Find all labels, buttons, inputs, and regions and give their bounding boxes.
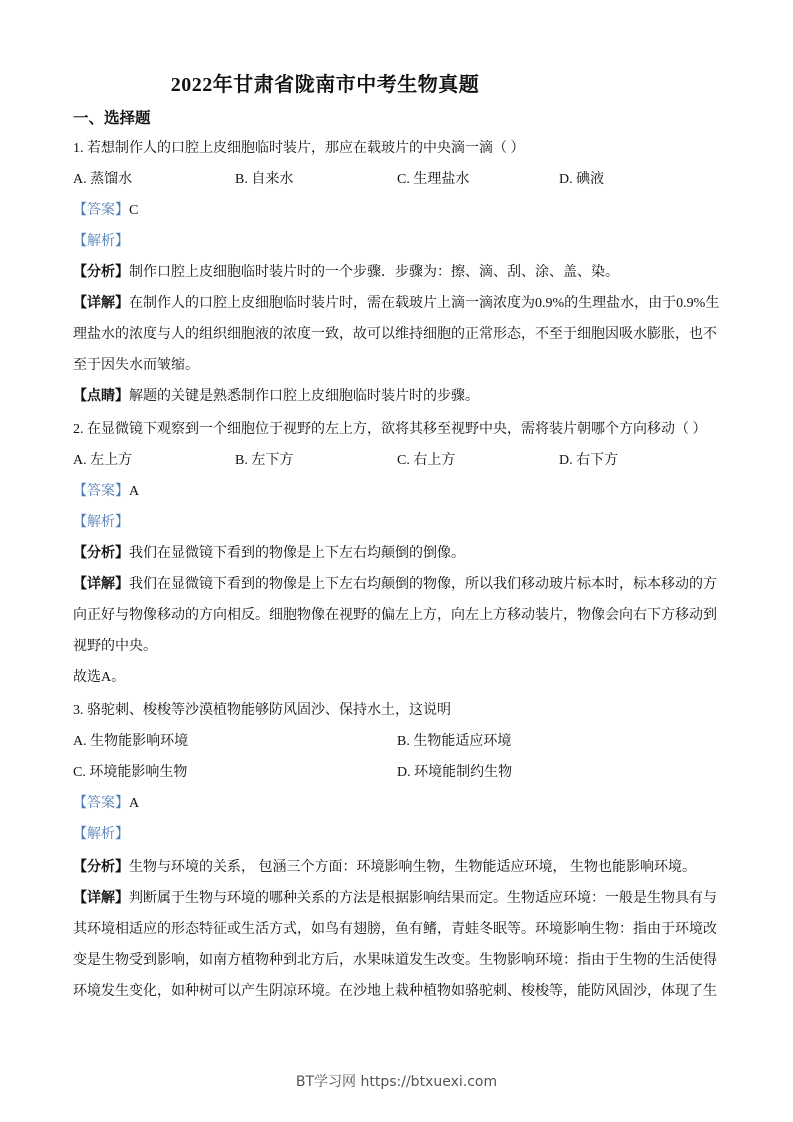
question-1-stem: 1. 若想制作人的口腔上皮细胞临时装片，那应在载玻片的中央滴一滴（ ） — [73, 141, 525, 156]
q3-detail-line — [73, 889, 723, 909]
q1-answer — [73, 201, 723, 221]
q3-answer — [73, 794, 723, 814]
q2-answer — [73, 482, 723, 502]
footer-watermark: BT学习网 https://btxuexi.com — [295, 1074, 498, 1090]
q2-detail-line — [73, 575, 723, 595]
q2-option-d: D. 右下方 — [559, 453, 619, 468]
q3-analysis-header — [73, 825, 723, 845]
q1-option-d: D. 碘液 — [559, 172, 605, 187]
q3-analyze — [73, 858, 723, 878]
page-title: 2022年甘肃省陇南市中考生物真题 — [170, 74, 480, 96]
analyze-text: 生物与环境的关系， 包涵三个方面：环境影响生物，生物能适应环境， 生物也能影响环境。 — [129, 860, 696, 875]
q2-conclusion: 故选A。 — [73, 670, 126, 685]
q2-detail-line: 向正好与物像移动的方向相反。细胞物像在视野的偏左上方，向左上方移动装片，物像会向右下方移动到 — [73, 608, 717, 623]
q2-analysis-header — [73, 513, 723, 533]
analyze-label: 【分析】 — [73, 860, 129, 875]
tip-label: 【点睛】 — [73, 389, 129, 404]
q1-option-b: B. 自来水 — [235, 172, 294, 187]
q3-option-d: D. 环境能制约生物 — [397, 765, 513, 780]
q3-detail-line: 环境发生变化，如种树可以产生阴凉环境。在沙地上栽种植物如骆驼刺、梭梭等，能防风固沙，体现了生 — [73, 984, 717, 999]
detail-label: 【详解】 — [73, 296, 129, 311]
analysis-label: 【解析】 — [73, 515, 129, 530]
analyze-label: 【分析】 — [73, 265, 129, 280]
q3-detail-line: 变是生物受到影响，如南方植物种到北方后，水果味道发生改变。生物影响环境：指由于生物的生活使得 — [73, 953, 717, 968]
detail-label: 【详解】 — [73, 577, 129, 592]
q2-option-b: B. 左下方 — [235, 453, 294, 468]
q1-detail-line: 理盐水的浓度与人的组织细胞液的浓度一致，故可以维持细胞的正常形态，不至于细胞因吸水膨胀，也不 — [73, 327, 717, 342]
detail-text: 我们在显微镜下看到的物像是上下左右均颠倒的物像，所以我们移动玻片标本时，标本移动的方 — [129, 577, 717, 592]
q2-detail-line: 视野的中央。 — [73, 639, 157, 654]
question-2-stem: 2. 在显微镜下观察到一个细胞位于视野的左上方，欲将其移至视野中央，需将装片朝哪个方向移动（ ） — [73, 422, 707, 437]
analysis-label: 【解析】 — [73, 234, 129, 249]
detail-text: 判断属于生物与环境的哪种关系的方法是根据影响结果而定。生物适应环境：一般是生物具有与 — [129, 891, 717, 906]
answer-label: 【答案】 — [73, 796, 129, 811]
analyze-text: 制作口腔上皮细胞临时装片时的一个步骤．步骤为：擦、滴、刮、涂、盖、染。 — [129, 265, 619, 280]
q3-option-c: C. 环境能影响生物 — [73, 765, 188, 780]
question-3-stem: 3. 骆驼刺、梭梭等沙漠植物能够防风固沙、保持水土，这说明 — [73, 703, 451, 718]
detail-text: 在制作人的口腔上皮细胞临时装片时，需在载玻片上滴一滴浓度为0.9%的生理盐水，由于0.9%生 — [129, 296, 720, 311]
q2-analyze — [73, 544, 723, 564]
detail-label: 【详解】 — [73, 891, 129, 906]
q1-option-a: A. 蒸馏水 — [73, 172, 133, 187]
answer-value: A — [129, 484, 140, 499]
q3-detail-line: 其环境相适应的形态特征或生活方式，如鸟有翅膀，鱼有鳍，青蛙冬眠等。环境影响生物：指由于环境改 — [73, 922, 717, 937]
q1-detail-line: 至于因失水而皱缩。 — [73, 358, 199, 373]
analyze-text: 我们在显微镜下看到的物像是上下左右均颠倒的倒像。 — [129, 546, 465, 561]
q1-tip — [73, 387, 723, 407]
q3-option-a: A. 生物能影响环境 — [73, 734, 189, 749]
answer-label: 【答案】 — [73, 484, 129, 499]
q2-option-c: C. 右上方 — [397, 453, 456, 468]
analysis-label: 【解析】 — [73, 827, 129, 842]
q3-option-b: B. 生物能适应环境 — [397, 734, 512, 749]
q1-detail-line — [73, 294, 723, 314]
section-heading: 一、选择题 — [73, 110, 151, 127]
q1-option-c: C. 生理盐水 — [397, 172, 470, 187]
answer-value: A — [129, 796, 140, 811]
answer-label: 【答案】 — [73, 203, 129, 218]
tip-text: 解题的关键是熟悉制作口腔上皮细胞临时装片时的步骤。 — [129, 389, 479, 404]
analyze-label: 【分析】 — [73, 546, 129, 561]
q1-analyze — [73, 263, 723, 283]
answer-value: C — [129, 203, 139, 218]
q1-analysis-header — [73, 232, 723, 252]
q2-option-a: A. 左上方 — [73, 453, 133, 468]
